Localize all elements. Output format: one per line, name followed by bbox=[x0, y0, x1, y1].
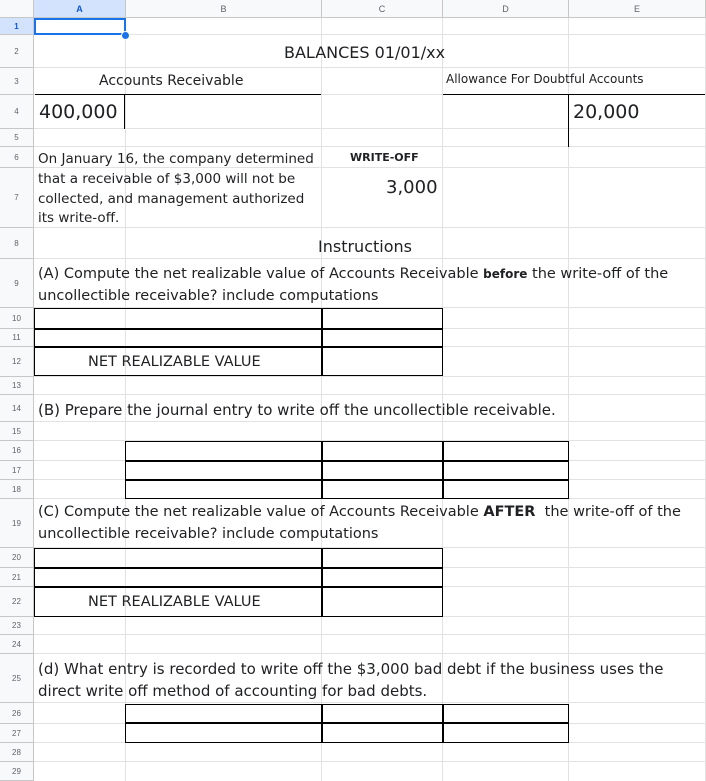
question-c-text-1: (C) Compute the net realizable value of Accounts Receivable bbox=[38, 504, 484, 520]
je-d-cell-d27[interactable] bbox=[442, 722, 569, 743]
question-d-line-2: direct write off method of accounting for bad debts. bbox=[38, 682, 428, 700]
column-header-d[interactable]: D bbox=[443, 0, 569, 18]
je-d-cell-b26[interactable] bbox=[125, 704, 323, 724]
ar-balance: 400,000 bbox=[39, 101, 118, 123]
je-b-cell-c17[interactable] bbox=[321, 460, 444, 481]
je-d-cell-c27[interactable] bbox=[321, 722, 444, 743]
column-header-c[interactable]: C bbox=[322, 0, 443, 18]
row-header-5[interactable]: 5 bbox=[0, 129, 34, 147]
column-header-e[interactable]: E bbox=[569, 0, 706, 18]
row-header-14[interactable]: 14 bbox=[0, 395, 34, 422]
row-header-2[interactable]: 2 bbox=[0, 35, 34, 68]
answer-c-cell-c22[interactable] bbox=[321, 586, 443, 617]
row-header-1[interactable]: 1 bbox=[0, 18, 34, 35]
instructions-heading: Instructions bbox=[318, 237, 412, 256]
afda-balance: 20,000 bbox=[573, 101, 640, 123]
row-header-20[interactable]: 20 bbox=[0, 548, 34, 568]
row-header-27[interactable]: 27 bbox=[0, 724, 34, 743]
question-a-text-1: (A) Compute the net realizable value of Accounts Receivable bbox=[38, 266, 484, 282]
answer-a-cell-b11[interactable] bbox=[34, 328, 323, 348]
answer-c-cell-c21[interactable] bbox=[321, 567, 443, 588]
column-header-b[interactable]: B bbox=[126, 0, 322, 18]
active-cell-selection[interactable] bbox=[34, 18, 126, 35]
select-all-corner[interactable] bbox=[0, 0, 34, 18]
row-header-18[interactable]: 18 bbox=[0, 480, 34, 499]
row-header-22[interactable]: 22 bbox=[0, 587, 34, 617]
je-d-cell-b27[interactable] bbox=[125, 722, 323, 743]
narrative-line-4: its write-off. bbox=[38, 210, 120, 226]
row-header-26[interactable]: 26 bbox=[0, 703, 34, 724]
je-b-cell-c18[interactable] bbox=[321, 479, 444, 499]
answer-a-cell-c11[interactable] bbox=[321, 328, 443, 348]
narrative-line-2: that a receivable of $3,000 will not be bbox=[38, 171, 296, 187]
question-c-line-1 bbox=[38, 504, 681, 520]
je-d-cell-d26[interactable] bbox=[442, 704, 569, 724]
answer-a-cell-b10[interactable] bbox=[34, 308, 323, 330]
narrative-line-1: On January 16, the company determined bbox=[38, 151, 314, 167]
question-a-bold: before bbox=[483, 267, 528, 281]
row-header-25[interactable]: 25 bbox=[0, 654, 34, 703]
writeoff-label: WRITE-OFF bbox=[350, 151, 419, 164]
answer-c-cell-b20[interactable] bbox=[34, 548, 323, 569]
question-c-bold: AFTER bbox=[483, 504, 536, 520]
row-header-12[interactable]: 12 bbox=[0, 347, 34, 377]
nrv-label-a: NET REALIZABLE VALUE bbox=[88, 354, 261, 370]
question-b: (B) Prepare the journal entry to write off the uncollectible receivable. bbox=[38, 401, 556, 419]
je-b-cell-b17[interactable] bbox=[125, 460, 323, 481]
question-c-text-2: the write-off of the bbox=[535, 504, 681, 520]
row-header-15[interactable]: 15 bbox=[0, 422, 34, 441]
nrv-label-c: NET REALIZABLE VALUE bbox=[88, 594, 261, 610]
row-header-13[interactable]: 13 bbox=[0, 377, 34, 395]
je-b-cell-d17[interactable] bbox=[442, 460, 569, 481]
row-header-4[interactable]: 4 bbox=[0, 95, 34, 129]
ar-t-account-top-line bbox=[35, 94, 321, 95]
question-a-text-2: the write-off of the bbox=[527, 266, 669, 282]
answer-c-cell-c20[interactable] bbox=[321, 548, 443, 569]
writeoff-amount: 3,000 bbox=[386, 177, 438, 198]
row-header-10[interactable]: 10 bbox=[0, 308, 34, 329]
row-header-19[interactable]: 19 bbox=[0, 499, 34, 548]
question-a-line-1 bbox=[38, 266, 668, 282]
row-header-24[interactable]: 24 bbox=[0, 635, 34, 654]
row-header-16[interactable]: 16 bbox=[0, 441, 34, 461]
row-header-3[interactable]: 3 bbox=[0, 68, 34, 95]
afda-t-account-top-line bbox=[443, 94, 705, 95]
balances-title: BALANCES 01/01/xx bbox=[284, 43, 446, 62]
row-header-23[interactable]: 23 bbox=[0, 617, 34, 635]
answer-a-cell-c12[interactable] bbox=[321, 346, 443, 376]
row-header-11[interactable]: 11 bbox=[0, 329, 34, 347]
accounts-receivable-label: Accounts Receivable bbox=[99, 73, 244, 89]
row-header-9[interactable]: 9 bbox=[0, 259, 34, 308]
je-d-cell-c26[interactable] bbox=[321, 704, 444, 724]
allowance-label: Allowance For Doubtful Accounts bbox=[446, 72, 644, 86]
ar-t-account-divider bbox=[124, 95, 125, 129]
question-d-line-1: (d) What entry is recorded to write off the $3,000 bad debt if the business uses the bbox=[38, 660, 664, 678]
narrative-line-3: collected, and management authorized bbox=[38, 191, 305, 207]
je-b-cell-b16[interactable] bbox=[125, 441, 323, 462]
answer-c-cell-b21[interactable] bbox=[34, 567, 323, 588]
row-header-6[interactable]: 6 bbox=[0, 147, 34, 168]
row-header-29[interactable]: 29 bbox=[0, 762, 34, 781]
fill-handle[interactable] bbox=[121, 31, 130, 40]
je-b-cell-c16[interactable] bbox=[321, 441, 444, 462]
je-b-cell-d18[interactable] bbox=[442, 479, 569, 499]
je-b-cell-b18[interactable] bbox=[125, 479, 323, 499]
row-header-8[interactable]: 8 bbox=[0, 228, 34, 259]
question-c-line-2: uncollectible receivable? include computations bbox=[38, 526, 379, 542]
column-header-a[interactable]: A bbox=[34, 0, 126, 18]
question-a-line-2: uncollectible receivable? include computations bbox=[38, 288, 379, 304]
row-header-21[interactable]: 21 bbox=[0, 568, 34, 587]
je-b-cell-d16[interactable] bbox=[442, 441, 569, 462]
row-header-7[interactable]: 7 bbox=[0, 168, 34, 228]
answer-a-cell-c10[interactable] bbox=[321, 308, 443, 330]
row-header-28[interactable]: 28 bbox=[0, 743, 34, 762]
afda-t-account-divider bbox=[568, 95, 569, 147]
row-header-17[interactable]: 17 bbox=[0, 461, 34, 480]
